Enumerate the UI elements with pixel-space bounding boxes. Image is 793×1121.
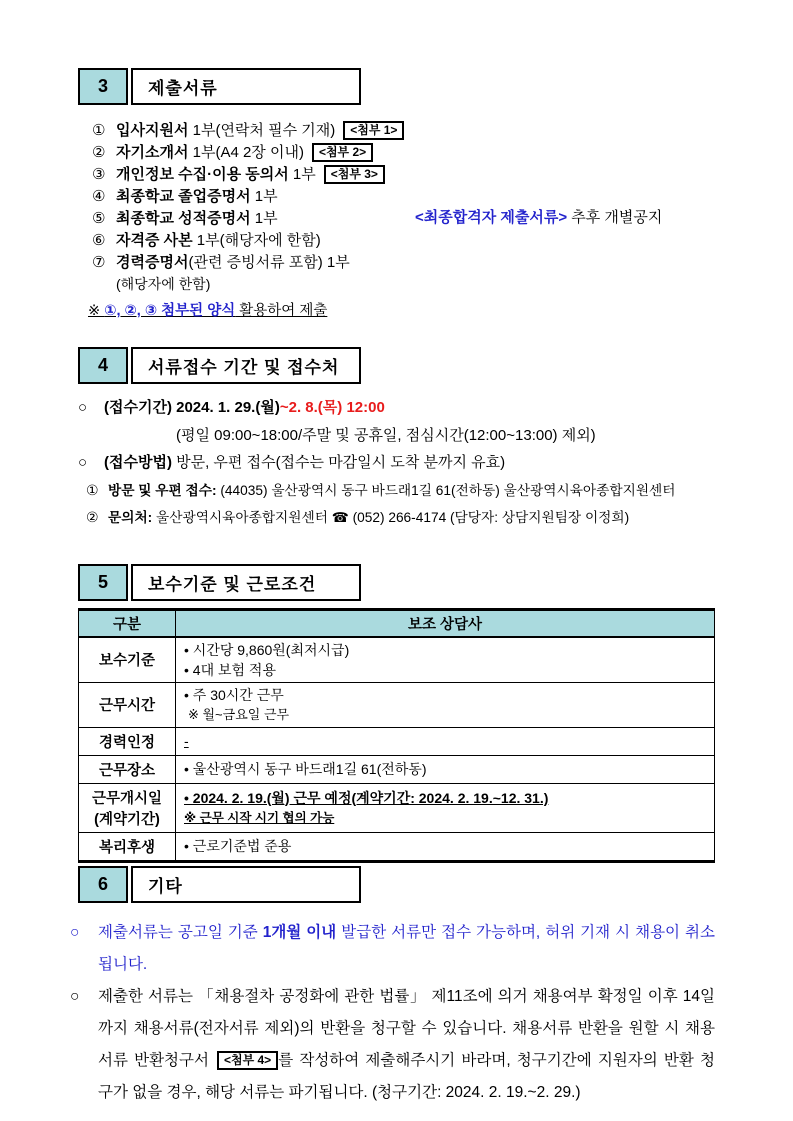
cell-line: • 4대 보험 적용 — [184, 661, 276, 678]
side-note-blue: <최종합격자 제출서류> — [415, 209, 568, 226]
column-header: 보조 상담사 — [176, 609, 715, 637]
doc-name: 경력증명서 — [116, 254, 189, 271]
table-header-row — [79, 609, 715, 637]
list-item — [78, 164, 715, 186]
cell-line: • 2024. 2. 19.(월) 근무 예정(계약기간: 2024. 2. 19.~12. 31.) — [184, 789, 549, 806]
doc-name: 자기소개서 — [116, 144, 189, 161]
note-mark: ※ — [88, 303, 105, 319]
item7-continuation: (해당자에 한함) — [116, 276, 211, 292]
item-number: ③ — [92, 166, 106, 183]
row-value — [176, 637, 715, 683]
table-row — [79, 783, 715, 832]
cell-line: • 주 30시간 근무 — [184, 686, 284, 703]
table-row — [79, 682, 715, 727]
p1-bold: 1개월 이내 — [262, 923, 337, 941]
section-6-title: 기타 — [131, 866, 361, 903]
row-label-line: (계약기간) — [94, 811, 160, 828]
section-5-title: 보수기준 및 근로조건 — [131, 564, 361, 601]
doc-rest: 1부(해당자에 한함) — [192, 232, 321, 249]
cell-line: ※ 근무 시작 시기 협의 가능 — [184, 810, 335, 825]
circle-bullet: ○ — [70, 923, 80, 941]
reception-period — [78, 394, 715, 422]
section-5-header — [78, 564, 715, 601]
table-row — [79, 637, 715, 683]
section-6-number: 6 — [78, 866, 128, 903]
list-item — [78, 142, 715, 164]
doc-rest: 1부 — [288, 166, 316, 183]
section-3-header — [78, 68, 715, 105]
item-number: ① — [92, 122, 106, 139]
row-label: 보수기준 — [79, 637, 176, 683]
method-rest: 방문, 우편 접수(접수는 마감일시 도착 분까지 유효) — [171, 454, 506, 471]
item-number: ② — [92, 144, 106, 161]
visit-address — [78, 477, 715, 505]
side-note-rest: 추후 개별공지 — [567, 209, 663, 226]
attachment-badge: <첨부 3> — [324, 165, 385, 184]
cell-line: ※ 월~금요일 근무 — [188, 706, 290, 722]
cell-line: • 울산광역시 동구 바드래1길 61(전하동) — [184, 761, 427, 777]
p1-post: 발급한 서류만 접수 가능하며, 허위 기재 시 채용이 취소됩니다. — [98, 923, 715, 973]
row-value — [176, 832, 715, 861]
section-3-title: 제출서류 — [131, 68, 361, 105]
section-4-title: 서류접수 기간 및 접수처 — [131, 347, 361, 384]
list-item — [78, 230, 715, 252]
attachment-badge: <첨부 4> — [217, 1051, 278, 1070]
note-blue: ①, ②, ③ 첨부된 양식 — [104, 303, 236, 319]
item-number: ① — [86, 481, 99, 498]
doc-rest: 1부(연락처 필수 기재) — [188, 122, 336, 139]
row-value — [176, 783, 715, 832]
table-row — [79, 727, 715, 755]
cell-line: - — [184, 733, 189, 749]
etc-paragraph-return — [70, 981, 715, 1109]
row-label: 근무시간 — [79, 682, 176, 727]
row-label — [79, 783, 176, 832]
attachment-badge: <첨부 2> — [312, 143, 373, 162]
etc-section — [70, 917, 715, 1109]
p2-post: 를 작성하여 제출해주시기 바라며, 청구기간에 지원자의 반환 청구가 없을 경우, 해당 서류는 파기됩니다. (청구기간: 2024. 2. 19.~2. 29.) — [98, 1051, 715, 1101]
column-header: 구분 — [79, 609, 176, 637]
contact-info — [78, 504, 715, 532]
forms-note — [78, 299, 715, 320]
circle-bullet: ○ — [70, 987, 80, 1005]
row-label: 근무장소 — [79, 755, 176, 783]
doc-name: 자격증 사본 — [116, 232, 193, 249]
attachment-badge: <첨부 1> — [343, 121, 404, 140]
circle-bullet: ○ — [78, 454, 88, 471]
period-deadline-red: ~2. 8.(목) 12:00 — [279, 399, 385, 416]
doc-rest: (관련 증빙서류 포함) 1부 — [188, 254, 350, 271]
method-bold: (접수방법) — [104, 454, 172, 471]
item-number: ⑤ — [92, 210, 106, 227]
list-item — [78, 252, 715, 274]
row-value — [176, 755, 715, 783]
row-label-line: 근무개시일 — [91, 790, 163, 807]
list-item — [78, 120, 715, 142]
section-6-header — [78, 866, 715, 903]
reception-method — [78, 449, 715, 477]
section-5-number: 5 — [78, 564, 128, 601]
doc-name: 입사지원서 — [116, 122, 189, 139]
note-rest: 활용하여 제출 — [235, 303, 328, 319]
row-value — [176, 682, 715, 727]
conditions-table — [78, 608, 715, 863]
item-number: ⑥ — [92, 232, 106, 249]
row-value — [176, 727, 715, 755]
table-row — [79, 832, 715, 861]
reception-period-detail: (평일 09:00~18:00/주말 및 공휴일, 점심시간(12:00~13:00) 제외) — [176, 426, 596, 444]
period-bold: (접수기간) 2024. 1. 29.(월) — [104, 399, 280, 416]
item-number: ② — [86, 509, 99, 525]
item-number: ⑦ — [92, 254, 106, 271]
doc-rest: 1부 — [250, 210, 278, 227]
doc-name: 최종학교 성적증명서 — [116, 210, 251, 227]
contact-rest: 울산광역시육아종합지원센터 ☎ (052) 266-4174 (담당자: 상담지원팀장 이정희) — [152, 510, 630, 525]
row-label: 경력인정 — [79, 727, 176, 755]
doc-rest: 1부 — [250, 188, 278, 205]
cell-line: • 근로기준법 준용 — [184, 838, 292, 854]
cell-line: • 시간당 9,860원(최저시급) — [184, 641, 350, 658]
section-4-header — [78, 347, 715, 384]
p2-pre: 제출한 서류는 「채용절차 공정화에 관한 법률」 제11조에 의거 채용여부 확정일 이후 14일 까지 채용서류(전자서류 제외)의 반환을 청구할 수 있습니다. 채용서류 반환을 원할 시 채용 서류 반환청구서 — [98, 987, 715, 1069]
etc-paragraph-validity — [70, 917, 715, 981]
reception-info — [78, 394, 715, 532]
section-4-number: 4 — [78, 347, 128, 384]
contact-bold: 문의처: — [108, 510, 153, 525]
item-number: ④ — [92, 188, 106, 205]
row-label: 복리후생 — [79, 832, 176, 861]
doc-rest: 1부(A4 2장 이내) — [188, 144, 304, 161]
doc-name: 최종학교 졸업증명서 — [116, 188, 251, 205]
visit-bold: 방문 및 우편 접수: — [108, 482, 217, 498]
list-item — [78, 186, 715, 208]
p1-pre: 제출서류는 공고일 기준 — [98, 923, 263, 941]
final-pass-side-note — [415, 206, 662, 227]
visit-rest: (44035) 울산광역시 동구 바드래1길 61(전하동) 울산광역시육아종합지원센터 — [216, 482, 676, 498]
section-3-number: 3 — [78, 68, 128, 105]
circle-bullet: ○ — [78, 399, 88, 416]
doc-name: 개인정보 수집·이용 동의서 — [116, 166, 289, 183]
table-row — [79, 755, 715, 783]
